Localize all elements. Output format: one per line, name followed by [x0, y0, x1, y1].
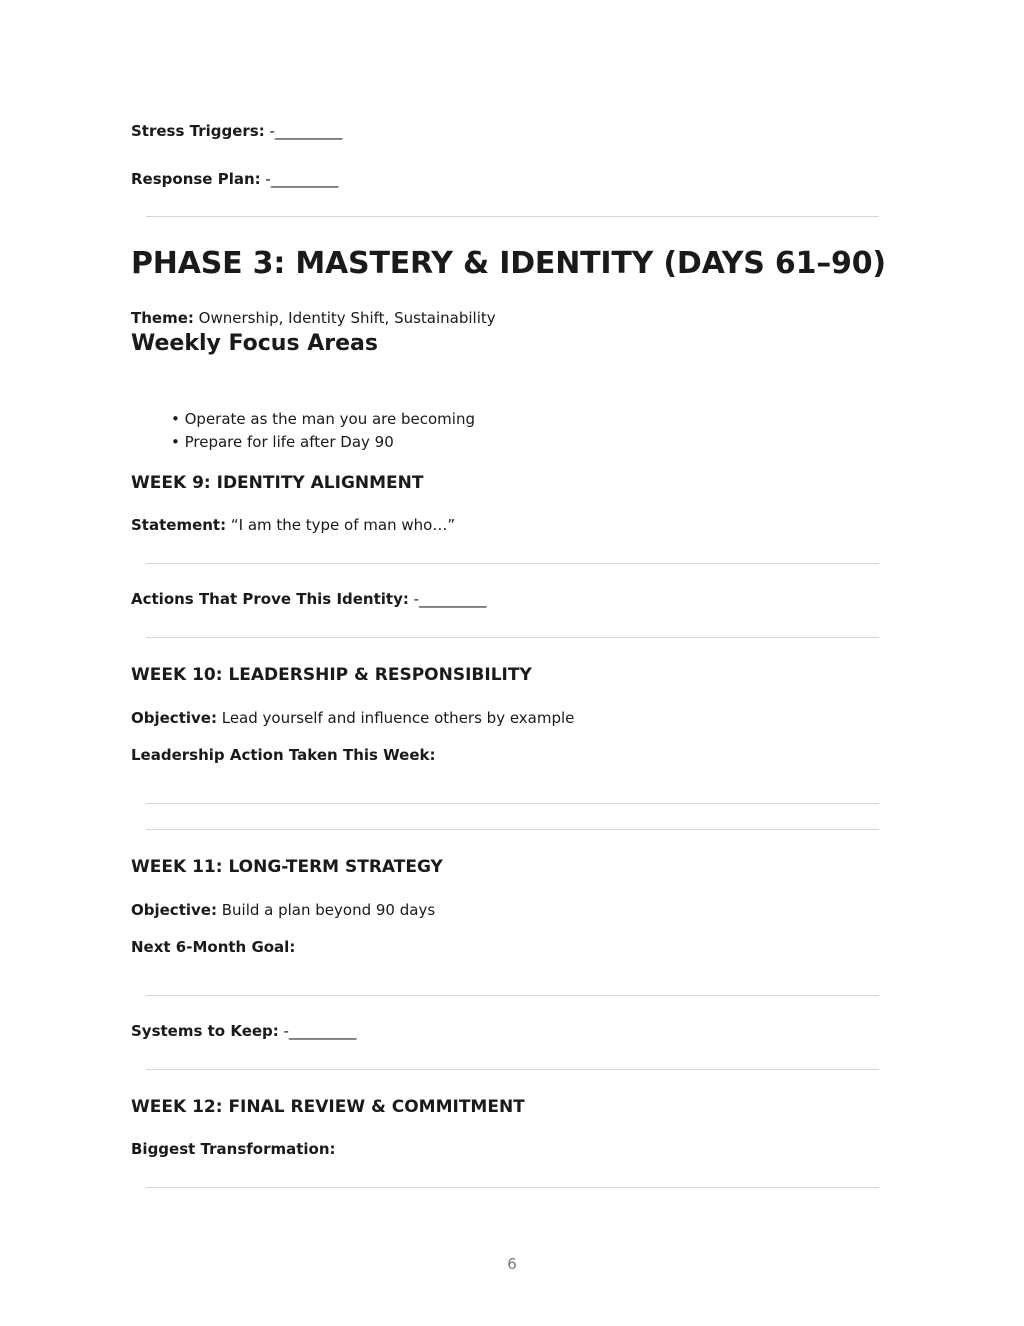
week9-title: WEEK 9: IDENTITY ALIGNMENT: [131, 473, 424, 493]
week11-objective-value: Build a plan beyond 90 days: [216, 901, 436, 919]
week10-objective-field: [131, 708, 574, 728]
systems-label: Systems to Keep:: [131, 1022, 279, 1040]
statement-value: “I am the type of man who…”: [226, 516, 456, 534]
week10-title: WEEK 10: LEADERSHIP & RESPONSIBILITY: [131, 665, 532, 685]
answer-line: [146, 995, 879, 996]
week11-objective-field: [131, 900, 435, 920]
theme-label: Theme:: [131, 309, 194, 327]
biggest-transformation-label: [131, 1139, 336, 1159]
focus-bullet: • Prepare for life after Day 90: [171, 433, 394, 451]
weekly-focus-heading: Weekly Focus Areas: [131, 331, 378, 356]
answer-line: [146, 1187, 879, 1188]
week11-title: WEEK 11: LONG-TERM STRATEGY: [131, 857, 443, 877]
divider: [146, 829, 879, 830]
divider: [146, 216, 879, 217]
week10-objective-label: Objective:: [131, 709, 217, 727]
six-month-goal-text: Next 6-Month Goal:: [131, 938, 296, 956]
page-number: 6: [507, 1255, 517, 1273]
six-month-goal-label: [131, 937, 295, 957]
actions-label: Actions That Prove This Identity:: [131, 590, 409, 608]
stress-triggers-blank: -_________: [264, 122, 343, 140]
theme-value: Ownership, Identity Shift, Sustainability: [193, 309, 496, 327]
week10-objective-value: Lead yourself and influence others by example: [216, 709, 575, 727]
actions-field: [131, 589, 487, 609]
systems-field: [131, 1021, 356, 1041]
actions-blank: -_________: [408, 590, 487, 608]
divider: [146, 637, 879, 638]
phase-title: PHASE 3: MASTERY & IDENTITY (DAYS 61–90): [131, 246, 886, 281]
divider: [146, 1069, 879, 1070]
leadership-action-text: Leadership Action Taken This Week:: [131, 746, 436, 764]
focus-bullet: • Operate as the man you are becoming: [171, 410, 475, 428]
leadership-action-label: [131, 745, 436, 765]
biggest-transformation-text: Biggest Transformation:: [131, 1140, 336, 1158]
stress-triggers-label: Stress Triggers:: [131, 122, 265, 140]
response-plan-label: Response Plan:: [131, 170, 261, 188]
week11-objective-label: Objective:: [131, 901, 217, 919]
answer-line: [146, 803, 879, 804]
divider: [146, 563, 879, 564]
stress-triggers-field: [131, 121, 342, 141]
response-plan-field: [131, 169, 338, 189]
systems-blank: -_________: [278, 1022, 357, 1040]
statement-field: [131, 515, 455, 535]
response-plan-blank: -_________: [260, 170, 339, 188]
statement-label: Statement:: [131, 516, 227, 534]
theme-line: [131, 308, 496, 328]
week12-title: WEEK 12: FINAL REVIEW & COMMITMENT: [131, 1097, 525, 1117]
